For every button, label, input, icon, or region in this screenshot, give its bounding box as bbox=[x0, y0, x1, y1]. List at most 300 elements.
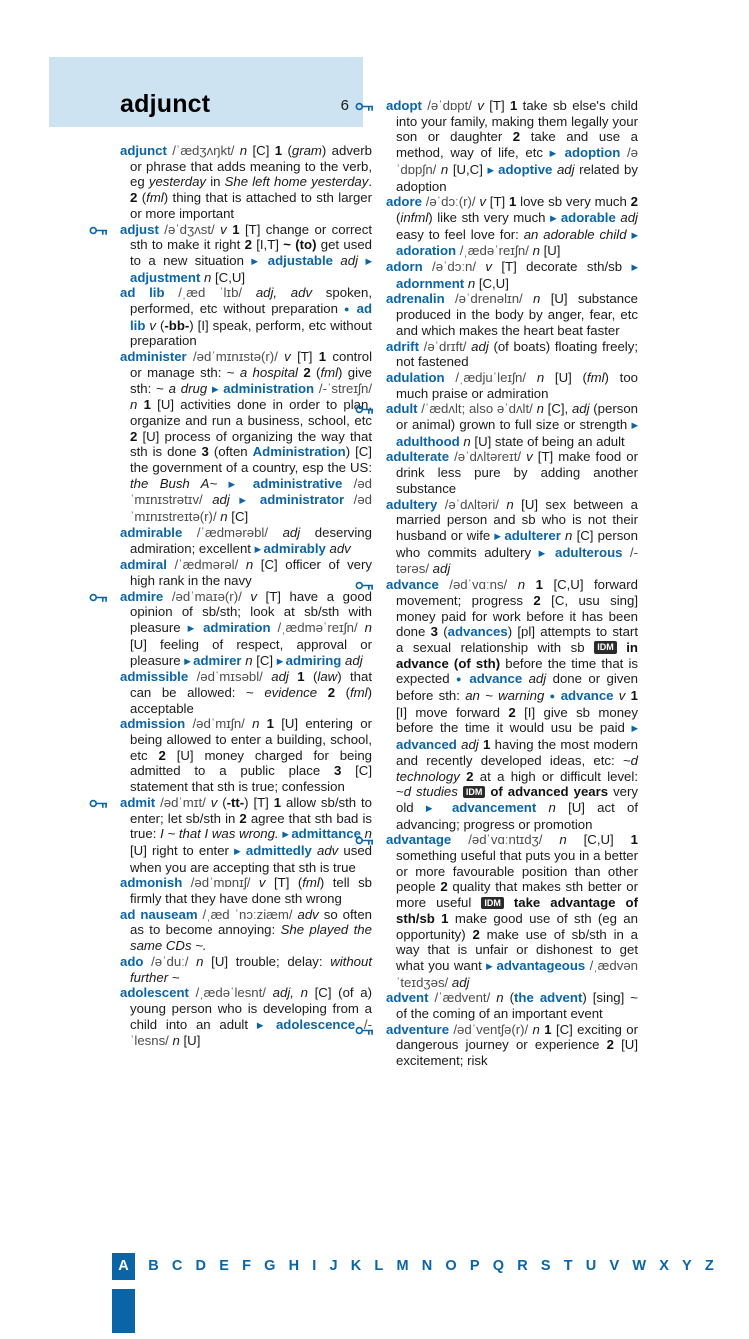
derivative-arrow-icon: ▶ bbox=[234, 845, 246, 856]
entry-text: ) tell sb firmly that they have done sth wrong bbox=[130, 875, 373, 907]
entry-adrenalin bbox=[386, 291, 638, 338]
entry-text: adv bbox=[311, 842, 339, 858]
oxford3000-key-icon bbox=[365, 1024, 384, 1035]
alphabet-tab-n: N bbox=[421, 1258, 433, 1274]
idiom-marker: IDM bbox=[463, 786, 486, 799]
phonetic: /ˈædmərəbl/ bbox=[182, 524, 283, 540]
derivative-word: advance bbox=[469, 671, 523, 687]
entry-text: [C] bbox=[252, 652, 277, 668]
entry-text: adj bbox=[341, 652, 363, 668]
derivative-word: the advent bbox=[514, 990, 583, 1006]
entry-text: adj bbox=[528, 671, 547, 687]
derivative-word: admirably bbox=[263, 540, 326, 556]
alphabet-tab-r: R bbox=[517, 1258, 528, 1274]
entry-text: v bbox=[258, 875, 266, 891]
derivative-word: adolescence bbox=[275, 1016, 356, 1032]
derivative-word: administrator bbox=[259, 492, 345, 508]
entry-text: at a high or difficult level: ~ bbox=[396, 768, 638, 800]
phonetic: /ədˈvɑːntɪdʒ/ bbox=[451, 832, 560, 848]
entry-text: 1 bbox=[266, 716, 274, 732]
entry-text: [U] ( bbox=[544, 369, 587, 385]
entry-text: something useful that puts you in a better or more favourable position than other people bbox=[396, 848, 638, 895]
phonetic: /-ˈstreɪʃn/ bbox=[314, 380, 372, 396]
entry-text: n bbox=[196, 953, 204, 969]
derivative-word: adulterous bbox=[555, 544, 623, 560]
phonetic: /əˈdɔːn/ bbox=[422, 259, 486, 275]
derivative-arrow-icon: ▶ bbox=[254, 543, 264, 554]
entry-text: -bb- bbox=[164, 317, 190, 333]
entry-text: v bbox=[477, 98, 484, 113]
derivative-word: Administration bbox=[252, 444, 346, 460]
entry-text: [T] bbox=[290, 349, 319, 365]
entry-text: 2 bbox=[472, 926, 480, 942]
entry-text: n bbox=[536, 401, 544, 417]
phonetic: /ˈædʒʌŋkt/ bbox=[166, 143, 240, 158]
entry-text: love sb very much bbox=[516, 194, 631, 210]
entry-text: 1 bbox=[535, 577, 543, 593]
entry-text: n bbox=[559, 832, 567, 848]
entry-text bbox=[289, 669, 297, 684]
entry-text: n bbox=[130, 397, 138, 413]
entry-admonish bbox=[120, 875, 372, 906]
entry-text: quality that makes sth better or more useful bbox=[396, 879, 639, 911]
entry-text: n bbox=[506, 496, 514, 512]
entry-text: before the time that is expected bbox=[396, 655, 638, 687]
entry-adulterate bbox=[386, 449, 638, 496]
phonetic: /ədˈmɪnɪstreɪtə(r)/ bbox=[130, 492, 372, 525]
alphabet-tab-e: E bbox=[219, 1258, 229, 1274]
alphabet-tab-j: J bbox=[329, 1258, 338, 1274]
headword: administer bbox=[120, 349, 187, 365]
entry-text: [T] make food or drink less pure by adding another substance bbox=[396, 449, 638, 496]
phonetic: /ˌædəˈlesnt/ bbox=[188, 985, 273, 1001]
headword: ado bbox=[120, 953, 144, 969]
entry-adopt bbox=[386, 98, 638, 194]
entry-text: [U] entering or being allowed to enter a building, school, etc bbox=[130, 716, 372, 763]
entry-text: ( bbox=[304, 669, 318, 685]
entry-text: (of boats) floating freely; not fastened bbox=[396, 338, 638, 370]
alphabet-tab-m: M bbox=[396, 1258, 409, 1274]
entry-text: adj bbox=[456, 737, 479, 753]
entry-text: adj bbox=[282, 524, 301, 540]
entry-text: [C] (of a) young person who is developing from a child into an adult bbox=[130, 985, 372, 1032]
entry-text: 2 bbox=[327, 684, 336, 700]
entry-text: 3 bbox=[430, 624, 438, 640]
alphabet-tab-y: Y bbox=[682, 1258, 692, 1274]
bullet-icon: ● bbox=[343, 304, 357, 315]
entry-text: spoken, performed, etc without preparation bbox=[130, 285, 372, 317]
entry-text: ) adverb or phrase that adds meaning to the verb, eg bbox=[130, 143, 372, 190]
entry-text: n bbox=[440, 161, 449, 177]
entry-text: related by adoption bbox=[396, 161, 638, 194]
entry-text: agree that sth bad is true: bbox=[130, 810, 372, 842]
entry-text: 2 bbox=[239, 810, 247, 826]
entry-text: in advance (of sth) bbox=[396, 639, 638, 671]
entry-text: ) acceptable bbox=[130, 684, 372, 716]
entry-text: adj bbox=[212, 492, 230, 508]
entry-text: ( bbox=[217, 794, 227, 810]
phonetic: /ˈædmərəl/ bbox=[166, 557, 246, 573]
entry-text: n bbox=[532, 243, 540, 259]
derivative-word: admittance bbox=[291, 826, 361, 842]
entry-text: adj, adv bbox=[255, 285, 313, 301]
entry-text: infml bbox=[400, 209, 429, 225]
derivative-word: adoption bbox=[564, 145, 621, 161]
entry-text: without further ~ bbox=[130, 953, 372, 985]
entry-text: d studies bbox=[403, 784, 458, 800]
entry-text: 2 bbox=[533, 592, 541, 608]
oxford3000-key-icon bbox=[365, 834, 384, 845]
entry-adolescent bbox=[120, 985, 372, 1049]
entry-text: the Bush A~ bbox=[130, 475, 218, 491]
bullet-icon: ● bbox=[455, 674, 470, 685]
phonetic: /əˈdrenəlɪn/ bbox=[444, 291, 534, 307]
idiom-marker: IDM bbox=[594, 641, 617, 654]
entry-text: v bbox=[250, 588, 257, 604]
entry-text: take and use a method, way of life, etc bbox=[396, 129, 638, 161]
entry-text: take sb else's child into your family, making them legally your son or daughter bbox=[396, 98, 638, 145]
entry-text: allow sb/sth to enter; let sb/sth in bbox=[130, 794, 373, 826]
entry-text bbox=[525, 577, 536, 592]
entry-text: 2 bbox=[303, 364, 311, 380]
headword: admit bbox=[120, 794, 156, 810]
derivative-word: adornment bbox=[396, 275, 465, 291]
derivative-word: adulthood bbox=[396, 433, 460, 449]
entry-text: (person or animal) grown to full size or strength bbox=[396, 401, 639, 433]
entry-text: fml bbox=[146, 190, 164, 206]
entry-admissible bbox=[120, 669, 372, 716]
phonetic: /ədˈmɪnɪstrətɪv/ bbox=[130, 475, 372, 508]
headword: adulation bbox=[386, 369, 445, 385]
entry-advent bbox=[386, 990, 638, 1021]
entry-text: evidence bbox=[264, 684, 318, 700]
entry-text: She left home yesterday bbox=[224, 174, 369, 190]
alphabet-tab-i: I bbox=[312, 1258, 317, 1274]
entry-text: [C] exciting or dangerous journey or experience bbox=[396, 1021, 638, 1053]
phonetic: /əˈdɒpt/ bbox=[421, 98, 478, 113]
phonetic: /ədˈmɪt/ bbox=[155, 794, 211, 810]
entry-text: [U] bbox=[539, 243, 561, 259]
entry-text: make use of sb/sth in a way that is unfair or dishonest to get what you want bbox=[396, 926, 638, 973]
phonetic: /-tərəs/ bbox=[396, 544, 638, 577]
derivative-word: adoptive bbox=[498, 161, 553, 177]
derivative-arrow-icon: ▶ bbox=[538, 547, 556, 558]
headword: admissible bbox=[120, 669, 189, 685]
entry-text: [C] statement that sth is true; confession bbox=[130, 763, 372, 795]
phonetic: /əˈduː/ bbox=[143, 953, 197, 969]
entry-adventure bbox=[386, 1022, 638, 1069]
entry-text: having the most modern and recently developed ideas, etc: ~ bbox=[396, 737, 639, 768]
derivative-word: admirer bbox=[193, 652, 242, 668]
derivative-arrow-icon: ▶ bbox=[549, 148, 565, 159]
entry-text: [T] ( bbox=[265, 875, 303, 891]
entry-text: adv bbox=[297, 906, 319, 922]
entry-adjust bbox=[120, 222, 372, 286]
entry-text: [C], bbox=[543, 401, 572, 417]
left-column bbox=[120, 143, 372, 1049]
entry-text: 2 bbox=[130, 190, 138, 206]
entry-text: v bbox=[210, 794, 218, 810]
entry-text: v bbox=[479, 194, 486, 210]
entry-text: 1 bbox=[232, 221, 240, 237]
entry-text: ) [sing] ~ of the coming of an important event bbox=[396, 990, 638, 1022]
entry-text: d technology bbox=[396, 752, 638, 784]
entry-text: 1 bbox=[318, 349, 327, 365]
thumb-tab bbox=[112, 1289, 135, 1333]
entry-text: ) [T] bbox=[244, 794, 274, 810]
entry-text: ) that can be allowed: ~ bbox=[130, 669, 372, 700]
phonetic: /əˈdɒpʃn/ bbox=[396, 145, 638, 177]
entry-admirable bbox=[120, 525, 372, 557]
derivative-arrow-icon: ▶ bbox=[282, 829, 292, 840]
phonetic: /ədˈvɑːns/ bbox=[438, 577, 518, 593]
derivative-arrow-icon: ▶ bbox=[631, 229, 638, 240]
entry-text: 2 bbox=[244, 237, 252, 253]
entry-admission bbox=[120, 716, 372, 795]
entry-text: ~ (to) bbox=[283, 237, 317, 253]
entry-text: [U] sex between a married person and sb who is not their husband or wife bbox=[396, 496, 638, 543]
alphabet-tab-l: L bbox=[374, 1258, 384, 1274]
phonetic: /-ˈlesns/ bbox=[130, 1016, 372, 1049]
headword: adrift bbox=[386, 338, 419, 354]
entry-text: [U] bbox=[179, 1033, 201, 1049]
entry-ad-lib bbox=[120, 285, 372, 349]
alphabet-tab-w: W bbox=[632, 1258, 646, 1274]
phonetic: /ədˈmɒnɪʃ/ bbox=[182, 875, 259, 891]
entry-text: 1 bbox=[297, 669, 305, 685]
derivative-arrow-icon: ▶ bbox=[550, 212, 561, 223]
entry-text: n bbox=[532, 1021, 540, 1037]
derivative-word: administrative bbox=[252, 475, 343, 491]
entry-adorn bbox=[386, 259, 638, 291]
entry-text: 2 bbox=[630, 194, 639, 210]
entry-administer bbox=[120, 349, 372, 525]
derivative-word: admiration bbox=[203, 620, 271, 636]
phonetic: /ˌædməˈreɪʃn/ bbox=[270, 620, 365, 636]
entry-text bbox=[317, 685, 328, 700]
page-number: 6 bbox=[340, 97, 349, 114]
alphabet-tab-h: H bbox=[288, 1258, 300, 1274]
entry-text: [C] person who commits adultery bbox=[396, 527, 638, 560]
entry-text: v bbox=[149, 317, 156, 333]
alphabet-tab-z: Z bbox=[704, 1258, 714, 1274]
phonetic: /ˌæd ˈnɔːziæm/ bbox=[197, 906, 298, 922]
headword: ad nauseam bbox=[120, 906, 198, 922]
entry-text: adj, n bbox=[272, 985, 308, 1001]
derivative-arrow-icon: ▶ bbox=[494, 530, 505, 541]
derivative-arrow-icon: ▶ bbox=[486, 960, 497, 971]
entry-text: n bbox=[536, 369, 545, 385]
entry-text: adj bbox=[552, 161, 575, 177]
entry-text: n bbox=[496, 990, 504, 1006]
entry-text: [T] bbox=[483, 98, 510, 113]
entry-text: ) [C] the government of a country, esp the US: bbox=[130, 444, 372, 476]
entry-text: ) too much praise or admiration bbox=[396, 369, 638, 401]
entry-text: v bbox=[220, 221, 227, 237]
headword: adolescent bbox=[120, 985, 189, 1001]
entry-text: make good use of sth (eg an opportunity) bbox=[396, 910, 638, 942]
entry-text: ( bbox=[396, 209, 401, 225]
header-band bbox=[49, 57, 363, 127]
entry-adulation bbox=[386, 370, 638, 401]
entry-text: ) thing that is attached to sth larger or more important bbox=[130, 190, 372, 221]
entry-text: n bbox=[220, 509, 228, 525]
entry-text: of advanced years bbox=[485, 784, 609, 800]
derivative-arrow-icon: ▶ bbox=[239, 495, 260, 506]
entry-text: [I] give sb money before the time it would usu be paid bbox=[396, 704, 638, 736]
alphabet-tab-k: K bbox=[350, 1258, 362, 1274]
entry-text: law bbox=[317, 669, 338, 685]
derivative-word: admittedly bbox=[245, 842, 312, 858]
entry-text: v bbox=[618, 688, 626, 704]
entry-text: 1 bbox=[508, 194, 517, 210]
headword: adultery bbox=[386, 496, 438, 512]
entry-text: in bbox=[206, 174, 225, 190]
phonetic: /ədˈmaɪə(r)/ bbox=[163, 588, 251, 604]
entry-text: control or manage sth: ~ bbox=[130, 349, 372, 380]
derivative-word: ad lib bbox=[130, 301, 372, 333]
phonetic: /ˌædəˈreɪʃn/ bbox=[456, 243, 533, 259]
entry-text: 2 bbox=[508, 704, 516, 720]
entry-adjunct bbox=[120, 143, 372, 222]
oxford3000-key-icon bbox=[365, 403, 384, 414]
entry-text: ( bbox=[282, 143, 292, 158]
phonetic: /ˌæd ˈlɪb/ bbox=[164, 285, 256, 301]
entry-text: n bbox=[467, 275, 476, 291]
headword: adult bbox=[386, 401, 418, 417]
entry-text: adv bbox=[325, 540, 351, 556]
headword: ad lib bbox=[120, 285, 165, 301]
headword: advance bbox=[386, 577, 439, 593]
headword: adore bbox=[386, 194, 422, 210]
entry-text: used when you are accepting that sth is true bbox=[130, 842, 372, 875]
entry-text: . bbox=[368, 174, 372, 190]
entry-text: [U] excitement; risk bbox=[396, 1037, 638, 1069]
entry-text: n bbox=[463, 433, 471, 449]
alphabet-tab-t: T bbox=[563, 1258, 573, 1274]
entry-text: v bbox=[485, 259, 492, 275]
derivative-word: adjustment bbox=[130, 269, 201, 285]
derivative-arrow-icon: ▶ bbox=[487, 164, 499, 175]
entry-text: fml bbox=[350, 684, 368, 700]
entry-text: fml bbox=[320, 364, 339, 380]
entry-text: 2 bbox=[466, 768, 474, 784]
headword: admirable bbox=[120, 524, 183, 540]
alphabet-tab-f: F bbox=[242, 1258, 251, 1274]
entry-text: 1 bbox=[544, 1021, 552, 1037]
entry-adultery bbox=[386, 497, 638, 578]
entry-text: ) give sth: ~ bbox=[130, 364, 372, 396]
right-column bbox=[386, 98, 638, 1069]
entry-text: n bbox=[364, 826, 372, 842]
entry-text: n bbox=[252, 716, 260, 732]
entry-text: yesterday bbox=[148, 174, 207, 190]
entry-text: [C,U] bbox=[211, 269, 246, 285]
derivative-arrow-icon: ▶ bbox=[228, 478, 253, 489]
entry-text: so often as to become annoying: bbox=[130, 906, 372, 938]
entry-text: easy to feel love for: bbox=[396, 226, 524, 242]
headword: adjunct bbox=[120, 143, 167, 158]
alphabet-index bbox=[112, 1252, 714, 1280]
entry-text: ( bbox=[137, 190, 147, 206]
entry-text: n bbox=[533, 291, 541, 307]
page-title: adjunct bbox=[120, 90, 211, 118]
entry-text: [C,U] bbox=[566, 832, 631, 848]
entry-text: very old bbox=[396, 784, 638, 815]
derivative-word: advance bbox=[560, 688, 614, 704]
entry-adult bbox=[386, 401, 638, 449]
entry-text: [T] have a good opinion of sb/sth; look at sb/sth with pleasure bbox=[130, 588, 372, 636]
entry-text: n bbox=[245, 652, 253, 668]
entry-text: [U] right to enter bbox=[130, 842, 235, 858]
entry-text: ) [pl] attempts to start a sexual relationship with sb bbox=[396, 624, 638, 655]
phonetic: /ədˈmɪʃn/ bbox=[185, 716, 253, 732]
entry-text: ) [I] speak, perform, etc without preparation bbox=[130, 317, 372, 349]
entry-text: She played the same CDs ~. bbox=[130, 922, 372, 954]
derivative-arrow-icon: ▶ bbox=[631, 262, 638, 273]
derivative-word: adjustable bbox=[267, 252, 333, 268]
entry-text: 3 bbox=[201, 444, 209, 460]
entry-text: [U] trouble; delay: bbox=[203, 953, 331, 969]
entry-text: -tt- bbox=[226, 794, 245, 810]
entry-advance bbox=[386, 577, 638, 832]
entry-adrift bbox=[386, 339, 638, 370]
phonetic: /ədˈventʃə(r)/ bbox=[449, 1021, 533, 1037]
headword: adjust bbox=[120, 221, 159, 237]
phonetic: /əˈdrɪft/ bbox=[418, 338, 472, 354]
entry-text: gram bbox=[291, 143, 322, 158]
entry-text: [U] feeling of respect, approval or pleasure bbox=[130, 636, 372, 668]
derivative-arrow-icon: ▶ bbox=[184, 655, 194, 666]
entry-adore bbox=[386, 194, 638, 259]
headword: advent bbox=[386, 990, 429, 1006]
entry-text: adj bbox=[271, 669, 289, 685]
derivative-arrow-icon: ▶ bbox=[212, 383, 224, 394]
entry-text: done or given before sth: bbox=[396, 671, 639, 704]
entry-text: [C,U] forward movement; progress bbox=[396, 577, 638, 608]
entry-text: [T] change or correct sth to make it right bbox=[130, 221, 372, 253]
alphabet-tab-a: A bbox=[112, 1253, 135, 1280]
entry-text: n bbox=[565, 527, 573, 543]
entry-text: ) like sth very much bbox=[428, 209, 551, 225]
phonetic: /əˈdʒʌst/ bbox=[158, 221, 221, 237]
entry-text: 2 bbox=[606, 1037, 614, 1053]
entry-text: 1 bbox=[510, 98, 518, 113]
entry-text: [T] decorate sth/sb bbox=[492, 259, 632, 275]
entry-text: an adorable child bbox=[523, 226, 627, 242]
phonetic: /əˈdɔː(r)/ bbox=[421, 194, 480, 210]
headword: adopt bbox=[386, 98, 422, 113]
oxford3000-key-icon bbox=[365, 579, 384, 590]
entry-text: n bbox=[200, 269, 212, 285]
entry-text: ( bbox=[155, 317, 165, 333]
entry-text: v bbox=[284, 349, 291, 365]
entry-text: 2 bbox=[158, 747, 166, 763]
phonetic: /ədˈmɪsəbl/ bbox=[188, 669, 272, 685]
entry-text: [U] money charged for being admitted to a public place bbox=[130, 747, 372, 779]
entry-text: 1 bbox=[630, 688, 639, 704]
entry-admiral bbox=[120, 557, 372, 588]
derivative-word: administration bbox=[223, 380, 315, 396]
entry-text: 1 bbox=[274, 143, 283, 158]
entry-text: 1 bbox=[143, 397, 151, 413]
entry-text: adj bbox=[615, 209, 638, 225]
entry-text: [U,C] bbox=[448, 161, 488, 177]
alphabet-tab-v: V bbox=[609, 1258, 620, 1274]
entry-text: 3 bbox=[333, 763, 342, 779]
bullet-icon: ● bbox=[549, 691, 561, 702]
headword: adrenalin bbox=[386, 291, 445, 307]
